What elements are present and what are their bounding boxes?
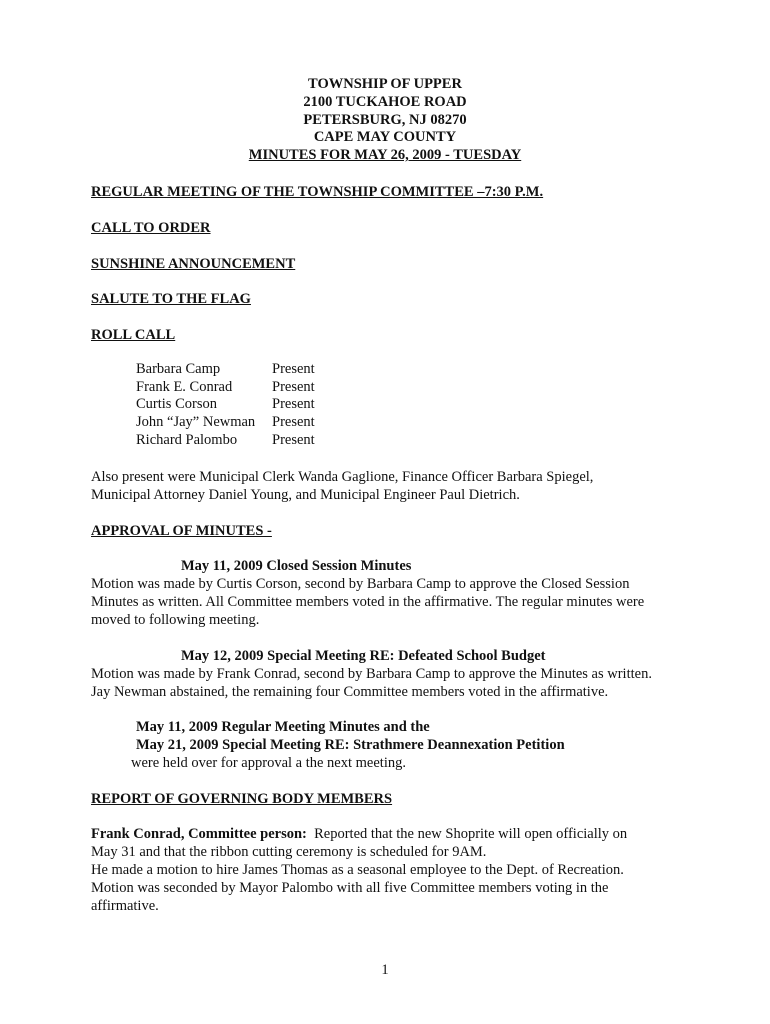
speaker-name: Frank Conrad, Committee person:	[91, 826, 307, 842]
roll-call-row	[136, 414, 315, 432]
paragraph-line: moved to following meeting.	[91, 612, 260, 628]
member-name: John “Jay” Newman	[136, 414, 256, 431]
also-present-line: Also present were Municipal Clerk Wanda Gaglione, Finance Officer Barbara Spiegel,	[91, 469, 594, 485]
regular-meeting-minutes-title: May 11, 2009 Regular Meeting Minutes and the	[136, 719, 430, 735]
street-address: 2100 TUCKAHOE ROAD	[303, 94, 467, 110]
township-name: TOWNSHIP OF UPPER	[308, 76, 462, 92]
roll-call-list	[136, 361, 315, 450]
paragraph-line: Jay Newman abstained, the remaining four Committee members voted in the affirmative.	[91, 684, 609, 700]
special-meeting-school-budget-title: May 12, 2009 Special Meeting RE: Defeated School Budget	[181, 648, 546, 664]
attendance-status: Present	[272, 414, 315, 431]
attendance-status: Present	[272, 378, 315, 395]
paragraph-line: affirmative.	[91, 898, 159, 914]
governing-body-report-heading: REPORT OF GOVERNING BODY MEMBERS	[91, 791, 393, 807]
strathmere-petition-title: May 21, 2009 Special Meeting RE: Strathmere Deannexation Petition	[136, 737, 565, 753]
paragraph-line: Minutes as written. All Committee members voted in the affirmative. The regular minutes were	[91, 594, 645, 610]
roll-call-row	[136, 396, 315, 414]
salute-to-flag-heading: SALUTE TO THE FLAG	[91, 291, 251, 307]
member-name: Barbara Camp	[136, 361, 221, 377]
roll-call-heading: ROLL CALL	[91, 327, 176, 343]
also-present-paragraph	[91, 468, 691, 504]
special-meeting-motion-paragraph	[91, 665, 691, 701]
closed-session-minutes-title: May 11, 2009 Closed Session Minutes	[181, 558, 412, 574]
paragraph-line: He made a motion to hire James Thomas as a seasonal employee to the Dept. of Recreation.	[91, 862, 624, 878]
regular-meeting-heading: REGULAR MEETING OF THE TOWNSHIP COMMITTEE –7:30 P.M.	[91, 184, 544, 200]
call-to-order-heading: CALL TO ORDER	[91, 220, 211, 236]
report-first-line	[91, 825, 701, 843]
city-state-zip: PETERSBURG, NJ 08270	[303, 112, 467, 128]
minutes-date-title: MINUTES FOR MAY 26, 2009 - TUESDAY	[248, 147, 522, 163]
attendance-status: Present	[272, 361, 315, 377]
attendance-status: Present	[272, 431, 315, 448]
sunshine-announcement-heading: SUNSHINE ANNOUNCEMENT	[91, 256, 296, 272]
roll-call-row	[136, 379, 315, 397]
roll-call-row	[136, 361, 315, 379]
paragraph-line: Motion was made by Frank Conrad, second by Barbara Camp to approve the Minutes as written.	[91, 666, 652, 682]
paragraph-line: Reported that the new Shoprite will open officially on	[306, 826, 628, 842]
held-over-note: were held over for approval a the next meeting.	[131, 755, 406, 771]
frank-conrad-report-paragraph	[91, 825, 701, 915]
approval-of-minutes-heading: APPROVAL OF MINUTES -	[91, 523, 272, 539]
page-number: 1	[381, 962, 389, 978]
paragraph-line: Motion was made by Curtis Corson, second by Barbara Camp to approve the Closed Session	[91, 576, 630, 592]
paragraph-line: Motion was seconded by Mayor Palombo with all five Committee members voting in the	[91, 880, 609, 896]
closed-session-motion-paragraph	[91, 575, 691, 629]
member-name: Curtis Corson	[136, 396, 217, 413]
county-name: CAPE MAY COUNTY	[313, 129, 457, 145]
also-present-line: Municipal Attorney Daniel Young, and Municipal Engineer Paul Dietrich.	[91, 487, 520, 503]
member-name: Richard Palombo	[136, 431, 238, 448]
attendance-status: Present	[272, 396, 315, 413]
member-name: Frank E. Conrad	[136, 378, 233, 395]
paragraph-line: May 31 and that the ribbon cutting ceremony is scheduled for 9AM.	[91, 844, 487, 860]
roll-call-row	[136, 432, 315, 450]
